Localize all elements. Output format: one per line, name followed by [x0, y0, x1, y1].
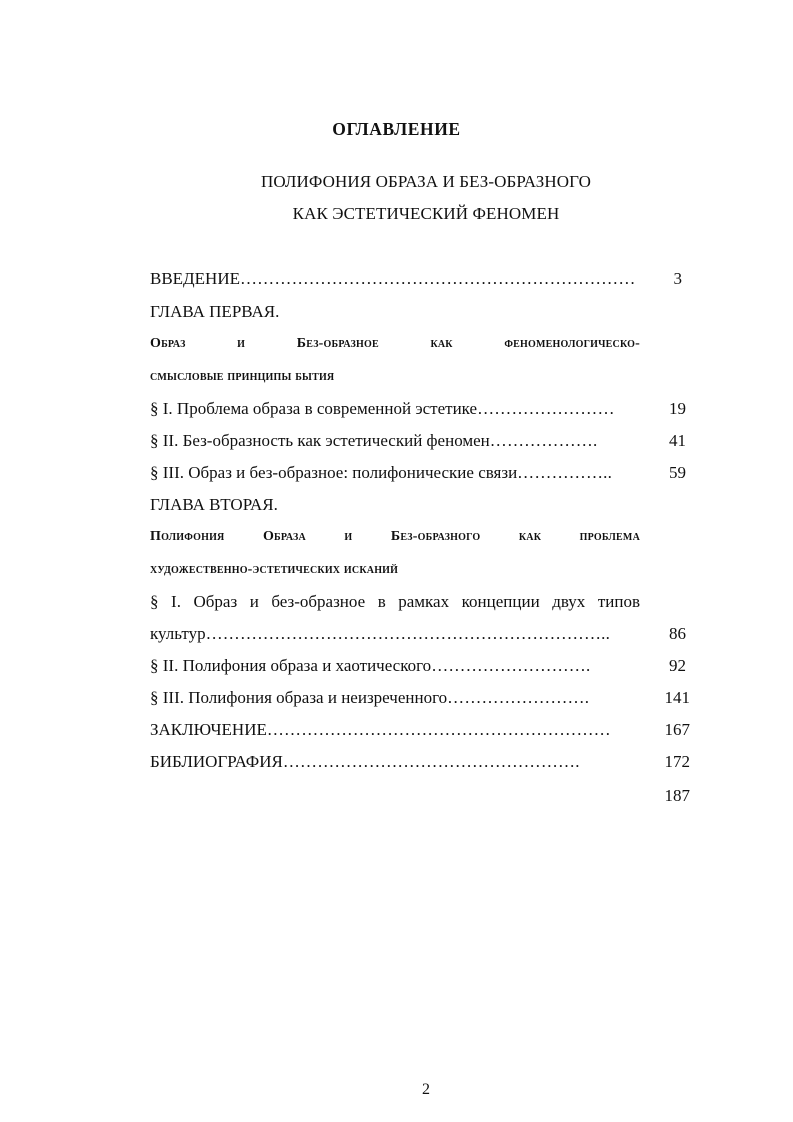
toc-leader-dots: ……………….	[489, 431, 598, 450]
toc-page-number: 19	[669, 399, 686, 418]
toc-entry-label: § II. Полифония образа и хаотического	[150, 656, 432, 675]
toc-page-number: 59	[669, 463, 686, 482]
toc-entry-label: § II. Без-образность как эстетический феномен	[150, 431, 490, 450]
toc-entry-ch2-s1-line-2	[150, 623, 610, 645]
toc-entry-conclusion	[150, 719, 611, 741]
toc-entry-ch2-s2	[150, 655, 590, 677]
chapter-2-label: ГЛАВА ВТОРАЯ.	[150, 495, 278, 514]
chapter-2-heading-line-1: Полифония Образа и Без-образного как проблема	[150, 529, 640, 544]
toc-entry-label: ЗАКЛЮЧЕНИЕ	[150, 720, 267, 739]
toc-page-number-extra: 187	[664, 786, 690, 805]
toc-entry-ch2-s3	[150, 687, 589, 709]
toc-entry-ch1-s2	[150, 430, 597, 452]
toc-page-number: 3	[673, 269, 682, 288]
toc-leader-dots: ……………………………………………………………	[239, 269, 636, 288]
chapter-1-heading-line-1: Образ и Без-образное как феноменологическо-	[150, 336, 640, 351]
toc-leader-dots: ……………..	[517, 463, 613, 482]
toc-leader-dots: ……………………	[477, 399, 615, 418]
subtitle-line-2: КАК ЭСТЕТИЧЕСКИЙ ФЕНОМЕН	[292, 204, 560, 223]
toc-page-number: 141	[664, 688, 690, 707]
page-number: 2	[422, 1081, 430, 1098]
toc-entry-label: БИБЛИОГРАФИЯ	[150, 752, 283, 771]
toc-leader-dots: ……………………….	[431, 656, 591, 675]
toc-page-number: 92	[669, 656, 686, 675]
toc-entry-intro	[150, 268, 636, 290]
toc-entry-label: § III. Полифония образа и неизреченного	[150, 688, 448, 707]
toc-title: ОГЛАВЛЕНИЕ	[332, 119, 461, 139]
chapter-1-label: ГЛАВА ПЕРВАЯ.	[150, 302, 280, 321]
toc-page-number: 86	[669, 624, 686, 643]
toc-page-number: 41	[669, 431, 686, 450]
toc-entry-bibliography	[150, 751, 580, 773]
toc-entry-label: § I. Проблема образа в современной эстетике	[150, 399, 478, 418]
toc-entry-label: § III. Образ и без-образное: полифонические связи	[150, 463, 518, 482]
chapter-2-heading-line-2: художественно-эстетических исканий	[150, 562, 399, 577]
toc-leader-dots: ……………………………………………………	[266, 720, 611, 739]
toc-page-number: 167	[664, 720, 690, 739]
toc-leader-dots: …………………….	[447, 688, 590, 707]
toc-entry-ch1-s1	[150, 398, 615, 420]
toc-leader-dots: ……………………………………………………………..	[205, 624, 611, 643]
toc-entry-label: ВВЕДЕНИЕ	[150, 269, 240, 288]
chapter-1-heading-line-2: смысловые принципы бытия	[150, 369, 335, 384]
toc-leader-dots: …………………………………………….	[282, 752, 580, 771]
toc-entry-ch2-s1-line-1: § I. Образ и без-образное в рамках концепции двух типов	[150, 592, 640, 611]
subtitle-line-1: ПОЛИФОНИЯ ОБРАЗА И БЕЗ-ОБРАЗНОГО	[261, 172, 591, 191]
toc-entry-ch1-s3	[150, 462, 612, 484]
toc-page-number: 172	[664, 752, 690, 771]
toc-entry-label: культур	[150, 624, 206, 643]
